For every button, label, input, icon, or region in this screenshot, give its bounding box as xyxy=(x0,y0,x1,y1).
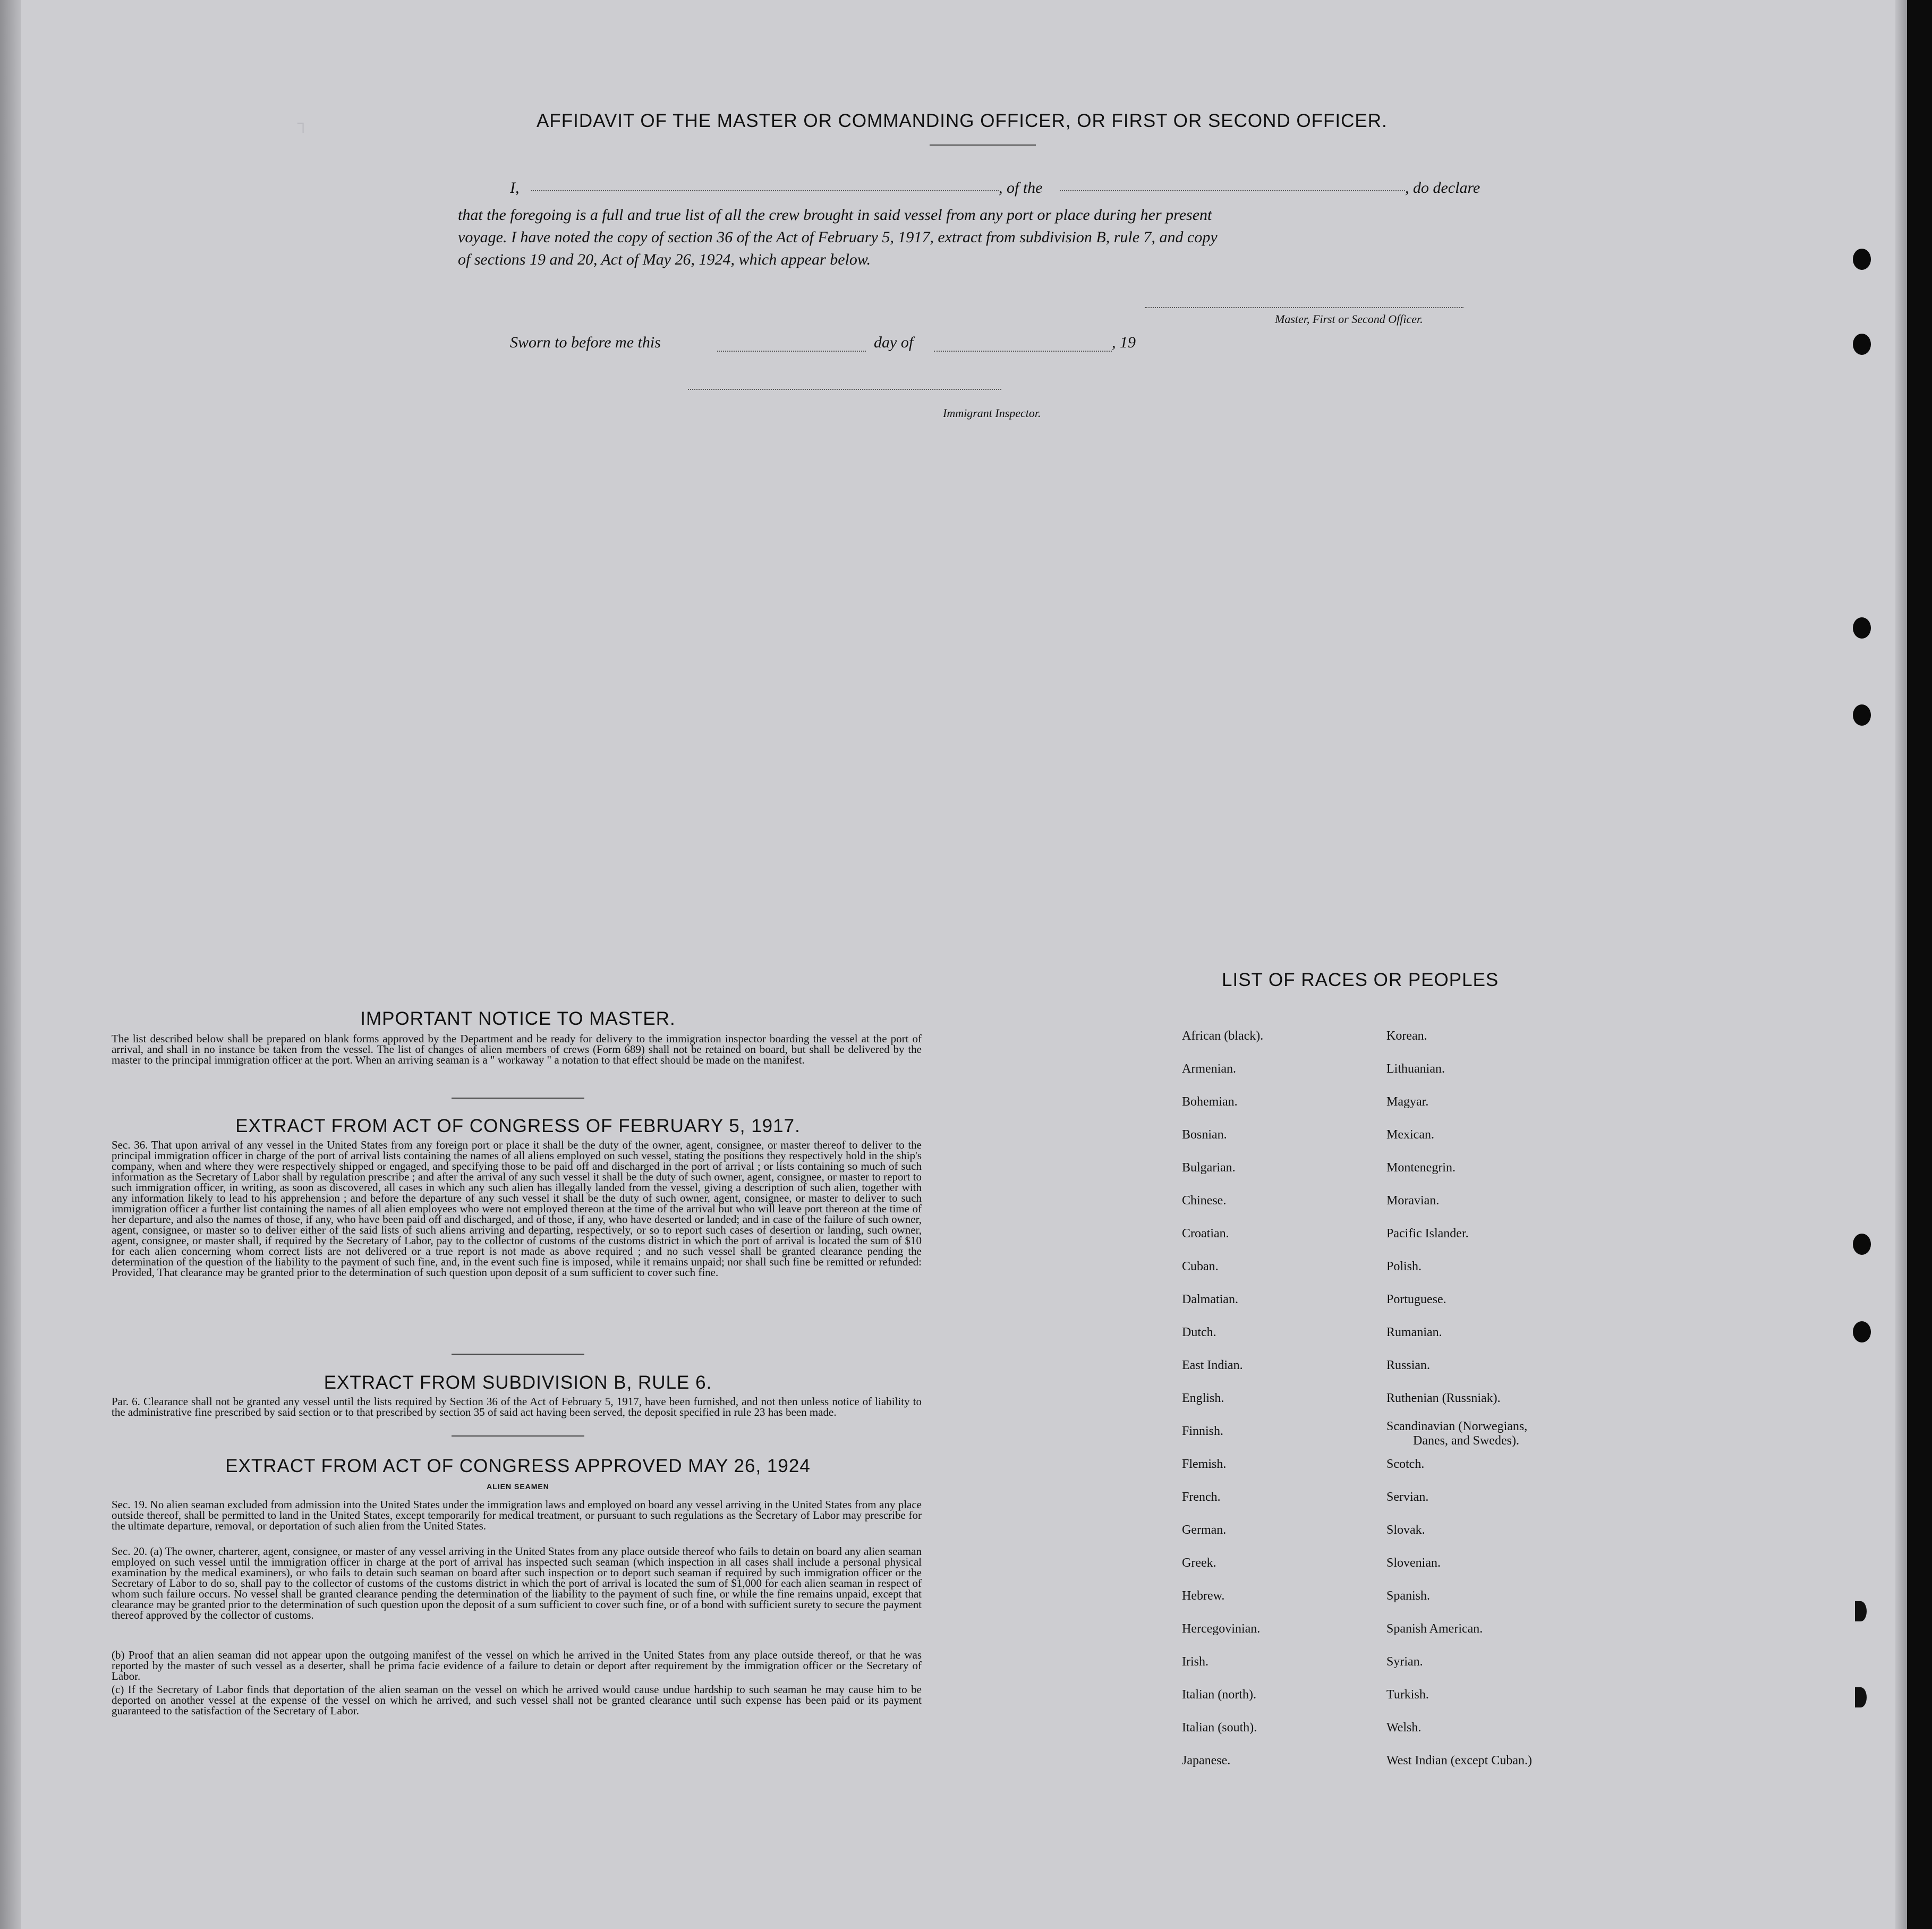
sworn-day-line xyxy=(717,351,866,352)
affidavit-body-line2: voyage. I have noted the copy of section 36 of the Act of February 5, 1917, extract from subdivision B, rule 7, and copy xyxy=(458,228,1218,246)
section-divider xyxy=(452,1098,584,1099)
race-item: West Indian (except Cuban.) xyxy=(1386,1754,1532,1767)
extract-1924-subtitle: ALIEN SEAMEN xyxy=(487,1482,549,1491)
race-item: Rumanian. xyxy=(1386,1325,1442,1339)
vessel-field-line xyxy=(1060,190,1405,191)
affidavit-body-line3: of sections 19 and 20, Act of May 26, 1924, which appear below. xyxy=(458,251,871,268)
section-divider xyxy=(452,1435,584,1437)
title-rule xyxy=(930,145,1036,146)
race-item: Finnish. xyxy=(1182,1424,1224,1438)
race-item: Russian. xyxy=(1386,1358,1431,1372)
race-item: Scandinavian (Norwegians, xyxy=(1386,1420,1528,1433)
race-item: Servian. xyxy=(1386,1490,1429,1504)
page-left-edge xyxy=(0,0,21,1929)
race-item: Italian (south). xyxy=(1182,1721,1257,1735)
punch-hole xyxy=(1853,334,1871,355)
race-item: Turkish. xyxy=(1386,1688,1429,1702)
day-of-label: day of xyxy=(874,334,914,351)
race-item: Scotch. xyxy=(1386,1457,1425,1471)
punch-hole xyxy=(1855,1687,1867,1707)
race-item: Montenegrin. xyxy=(1386,1161,1456,1175)
race-item: Japanese. xyxy=(1182,1754,1231,1767)
affidavit-of-the-label: , of the xyxy=(999,179,1043,197)
extract-1917-text: Sec. 36. That upon arrival of any vessel in the United States from any foreign port or place it shall be the duty of the owner, agent, consignee, or master thereof to deliver to the principal immigration officer in charge of the port of arrival lists containing the names of all aliens employed on such vessel, stating the positions they respectively hold in the ship's company, when and where they were respectively shipped or engaged, and specifying those to be paid off and discharged in the port of arrival ; or lists containing so much of such information as the Secretary of Labor shall by regulation prescribe ; and after the arrival of any such vessel it shall be the duty of such owner, agent, consignee, or master to report to such immigration officer, in writing, as soon as discovered, all cases in which any such alien has illegally landed from the vessel, giving a description of such alien, together with any information likely to lead to his apprehension ; and before the departure of any such vessel it shall be the duty of such owner, agent, consignee, or master to deliver to such immigration officer a further list containing the names of all alien employees who were not employed thereon at the time of the arrival but who will leave port thereon at the time of her departure, and also the names of those, if any, who have been paid off and discharged, and of those, if any, who have deserted or landed; and in case of the failure of such owner, agent, consignee, or master so to deliver either of the said lists of such aliens arriving and departing, respectively, or so to report such cases of desertion or landing, such owner, agent, consignee, or master shall, if required by the Secretary of Labor, pay to the collector of customs of the customs district in which the port of arrival is located the sum of $10 for each alien concerning whom correct lists are not delivered or a true report is not made as above required ; and no such vessel shall be granted clearance pending the determination of the question of the liability to the payment of such fine, and, in the event such fine is imposed, while it remains unpaid; nor shall such fine be remitted or refunded: Provided, That clearance may be granted prior to the determination of such question upon deposit of a sum sufficient to cover such fine. xyxy=(112,1138,922,1279)
race-item: Bohemian. xyxy=(1182,1095,1238,1109)
subdivision-text: Par. 6. Clearance shall not be granted any vessel until the lists required by Section 36 of the Act of February 5, 1917, have been furnished, and not then unless notice of liability to the administrative fine prescribed by said section or to that prescribed by section 35 of said act having been served, the deposit specified in rule 23 has been made. xyxy=(112,1395,922,1418)
punch-hole xyxy=(1853,704,1871,726)
race-item: East Indian. xyxy=(1182,1358,1243,1372)
affidavit-declare-label: , do declare xyxy=(1405,179,1480,197)
section-divider xyxy=(452,1354,584,1355)
race-item: English. xyxy=(1182,1391,1224,1405)
month-line xyxy=(934,351,1112,352)
race-item: French. xyxy=(1182,1490,1221,1504)
inspector-signature-line xyxy=(688,389,1001,390)
bleed-through-mark: ┐ xyxy=(297,114,309,132)
inspector-label: Immigrant Inspector. xyxy=(943,406,1041,420)
race-item: Flemish. xyxy=(1182,1457,1227,1471)
affidavit-i-label: I, xyxy=(510,179,520,197)
affidavit-title: AFFIDAVIT OF THE MASTER OR COMMANDING OFFICER, OR FIRST OR SECOND OFFICER. xyxy=(537,111,1388,131)
punch-hole xyxy=(1853,1234,1871,1255)
punch-hole xyxy=(1855,1601,1867,1621)
race-item: African (black). xyxy=(1182,1029,1264,1043)
race-item: Welsh. xyxy=(1386,1721,1422,1735)
name-field-line xyxy=(531,190,999,191)
race-item: Cuban. xyxy=(1182,1260,1219,1273)
punch-hole xyxy=(1853,1321,1871,1342)
race-item: Pacific Islander. xyxy=(1386,1227,1469,1240)
race-item: Spanish American. xyxy=(1386,1622,1483,1636)
race-item: Slovenian. xyxy=(1386,1556,1441,1570)
extract-1924-title: EXTRACT FROM ACT OF CONGRESS APPROVED MAY 26, 1924 xyxy=(225,1456,811,1476)
sec20a-text: Sec. 20. (a) The owner, charterer, agent, consignee, or master of any vessel arriving in the United States from any place outside thereof who fails to detain on board any alien seaman employed on such vessel until the immigration officer in charge at the port of arrival has inspected such seaman (which inspection in all cases shall include a personal physical examination by the medical examiners), or who fails to detain such seaman on board after such inspection or to deport such seaman if required by such immigration officer or the Secretary of Labor to do so, shall pay to the collector of customs of the customs district in which the port of arrival is located the sum of $1,000 for each alien seaman in respect of whom such failure occurs. No vessel shall be granted clearance pending the determination of the liability to the payment of such fine, or while the fine remains unpaid, except that clearance may be granted prior to the determination of such question upon the deposit of a sum sufficient to cover such fine, or of a bond with sufficient surety to secure the payment thereof approved by the collector of customs. xyxy=(112,1545,922,1621)
race-item: Lithuanian. xyxy=(1386,1062,1445,1076)
punch-hole xyxy=(1853,617,1871,639)
races-title: LIST OF RACES OR PEOPLES xyxy=(1222,970,1499,990)
race-item: Magyar. xyxy=(1386,1095,1429,1109)
race-item: Armenian. xyxy=(1182,1062,1236,1076)
race-item: Hebrew. xyxy=(1182,1589,1225,1603)
race-item: Dalmatian. xyxy=(1182,1293,1238,1306)
subdivision-title: EXTRACT FROM SUBDIVISION B, RULE 6. xyxy=(324,1372,712,1393)
signature-label: Master, First or Second Officer. xyxy=(1275,312,1423,326)
race-item: Greek. xyxy=(1182,1556,1216,1570)
race-item: Hercegovinian. xyxy=(1182,1622,1261,1636)
race-item-continuation: Danes, and Swedes). xyxy=(1413,1434,1519,1448)
race-item: Bulgarian. xyxy=(1182,1161,1236,1175)
race-item: German. xyxy=(1182,1523,1227,1537)
race-item: Slovak. xyxy=(1386,1523,1425,1537)
race-item: Chinese. xyxy=(1182,1194,1227,1208)
affidavit-body-line1: that the foregoing is a full and true list of all the crew brought in said vessel from any port or place during her present xyxy=(458,206,1212,224)
extract-1917-title: EXTRACT FROM ACT OF CONGRESS OF FEBRUARY 5, 1917. xyxy=(235,1116,801,1136)
race-item: Croatian. xyxy=(1182,1227,1229,1240)
sec19-text: Sec. 19. No alien seaman excluded from admission into the United States under the immigration laws and employed on board any vessel arriving in the United States from any place outside thereof, shall be permitted to land in the United States, except temporarily for medical treatment, or pursuant to such regulations as the Secretary of Labor may prescribe for the ultimate departure, removal, or deportation of such alien from the United States. xyxy=(112,1498,922,1532)
punch-hole xyxy=(1853,249,1871,270)
notice-title: IMPORTANT NOTICE TO MASTER. xyxy=(360,1008,676,1029)
race-item: Portuguese. xyxy=(1386,1293,1446,1306)
year-label: , 19 xyxy=(1112,334,1136,351)
page-right-edge xyxy=(1895,0,1907,1929)
race-item: Ruthenian (Russniak). xyxy=(1386,1391,1501,1405)
race-item: Syrian. xyxy=(1386,1655,1423,1669)
race-item: Korean. xyxy=(1386,1029,1427,1043)
sec20b-text: (b) Proof that an alien seaman did not appear upon the outgoing manifest of the vessel on which he arrived in the United States from any place outside thereof, or that he was reported by the master of such vessel as a deserter, shall be prima facie evidence of a failure to detain or deport after requirement by the immigration officer or the Secretary of Labor. xyxy=(112,1648,922,1682)
race-item: Irish. xyxy=(1182,1655,1208,1669)
notice-text: The list described below shall be prepared on blank forms approved by the Department and be ready for delivery to the immigration inspector boarding the vessel at the port of arrival, and shall in no instance be taken from the vessel. The list of changes of alien members of crews (Form 689) shall not be retained on board, but shall be delivered by the master to the principal immigration officer at the port. When an arriving seaman is a " workaway " a notation to that effect should be made on the manifest. xyxy=(112,1032,922,1066)
race-item: Bosnian. xyxy=(1182,1128,1227,1142)
race-item: Dutch. xyxy=(1182,1325,1216,1339)
sworn-label: Sworn to before me this xyxy=(510,334,661,351)
race-item: Spanish. xyxy=(1386,1589,1431,1603)
sec20c-text: (c) If the Secretary of Labor finds that deportation of the alien seaman on the vessel on which he arrived would cause undue hardship to such seaman he may cause him to be deported on another vessel at the expense of the vessel on which he arrived, and such vessel shall not be granted clearance until such expense has been paid or its payment guaranteed to the satisfaction of the Secretary of Labor. xyxy=(112,1683,922,1717)
signature-line xyxy=(1145,307,1463,308)
race-item: Moravian. xyxy=(1386,1194,1440,1208)
race-item: Polish. xyxy=(1386,1260,1422,1273)
race-item: Mexican. xyxy=(1386,1128,1434,1142)
race-item: Italian (north). xyxy=(1182,1688,1256,1702)
